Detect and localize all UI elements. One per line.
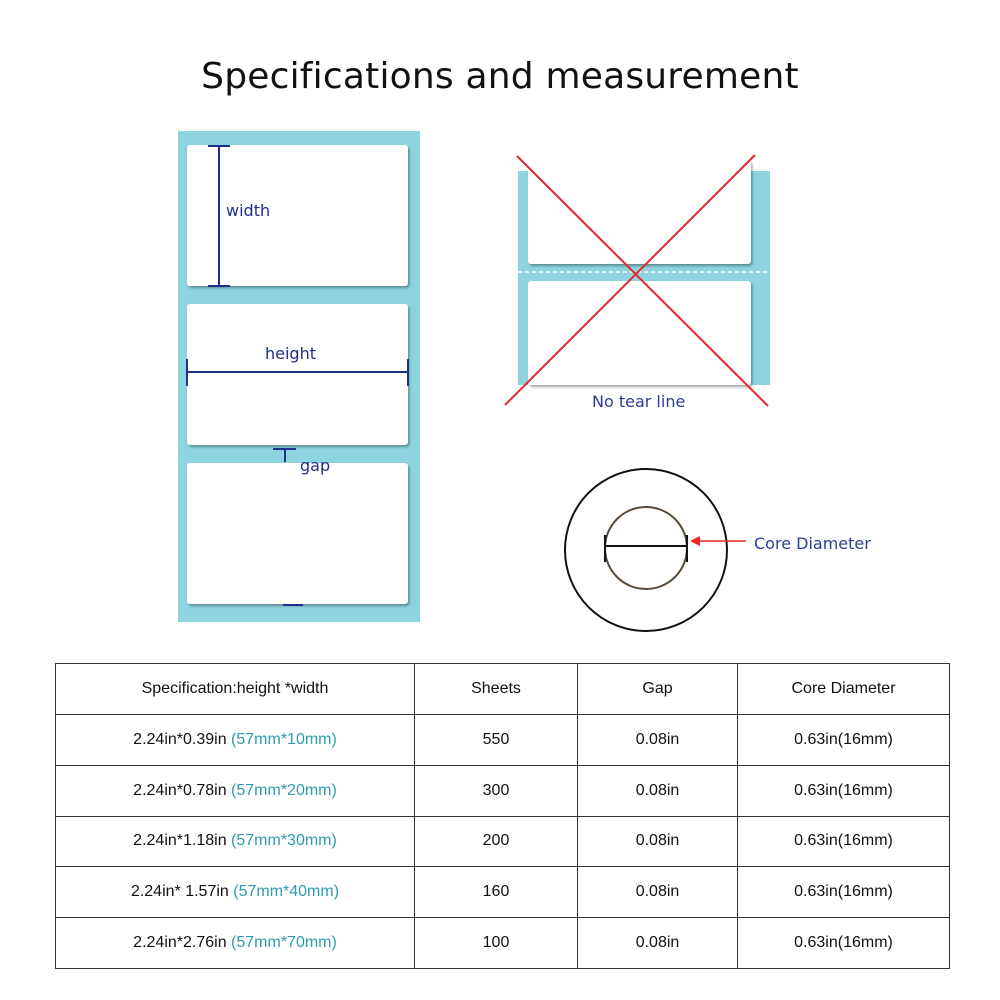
- gap-cell: 0.08in: [578, 715, 738, 766]
- table-row: [56, 715, 950, 766]
- core-cell: 0.63in(16mm): [738, 715, 950, 766]
- height-label: height: [265, 344, 316, 363]
- core-cell: 0.63in(16mm): [738, 816, 950, 867]
- no-tear-line-diagram: [505, 155, 770, 411]
- sheets-cell: 550: [415, 715, 578, 766]
- gap-label: gap: [300, 456, 331, 475]
- table-header-row: [56, 664, 950, 715]
- gap-cell: 0.08in: [578, 918, 738, 969]
- roll-outer-circle: [565, 469, 727, 631]
- header-sheets: Sheets: [415, 664, 578, 715]
- core-cell: 0.63in(16mm): [738, 765, 950, 816]
- sheets-cell: 200: [415, 816, 578, 867]
- table-row: [56, 816, 950, 867]
- table-row: [56, 918, 950, 969]
- spec-cell: 2.24in*1.18in (57mm*30mm): [56, 816, 415, 867]
- core-diameter-diagram: [565, 469, 871, 631]
- header-specification: Specification:height *width: [56, 664, 415, 715]
- label-sheet-top: [528, 160, 751, 264]
- spec-cell: 2.24in*2.76in (57mm*70mm): [56, 918, 415, 969]
- liner-edge-right: [751, 171, 770, 385]
- label-roll-diagram: [178, 131, 420, 622]
- label-sheet-1: [187, 145, 408, 286]
- core-diameter-label: Core Diameter: [754, 534, 871, 553]
- label-sheet-3: [187, 463, 408, 604]
- gap-cell: 0.08in: [578, 867, 738, 918]
- header-gap: Gap: [578, 664, 738, 715]
- core-cell: 0.63in(16mm): [738, 867, 950, 918]
- liner-edge-left: [518, 171, 528, 385]
- header-core-diameter: Core Diameter: [738, 664, 950, 715]
- sheets-cell: 160: [415, 867, 578, 918]
- page-title: Specifications and measurement: [201, 56, 799, 97]
- spec-cell: 2.24in* 1.57in (57mm*40mm): [56, 867, 415, 918]
- sheets-cell: 300: [415, 765, 578, 816]
- spec-cell: 2.24in*0.78in (57mm*20mm): [56, 765, 415, 816]
- width-label: width: [226, 201, 271, 220]
- sheets-cell: 100: [415, 918, 578, 969]
- gap-cell: 0.08in: [578, 816, 738, 867]
- gap-cell: 0.08in: [578, 765, 738, 816]
- core-cell: 0.63in(16mm): [738, 918, 950, 969]
- spec-table: [55, 663, 950, 969]
- label-sheet-2: [187, 304, 408, 445]
- label-sheet-bottom: [528, 281, 751, 385]
- spec-cell: 2.24in*0.39in (57mm*10mm): [56, 715, 415, 766]
- no-tear-line-label: No tear line: [592, 392, 686, 411]
- table-row: [56, 765, 950, 816]
- table-row: [56, 867, 950, 918]
